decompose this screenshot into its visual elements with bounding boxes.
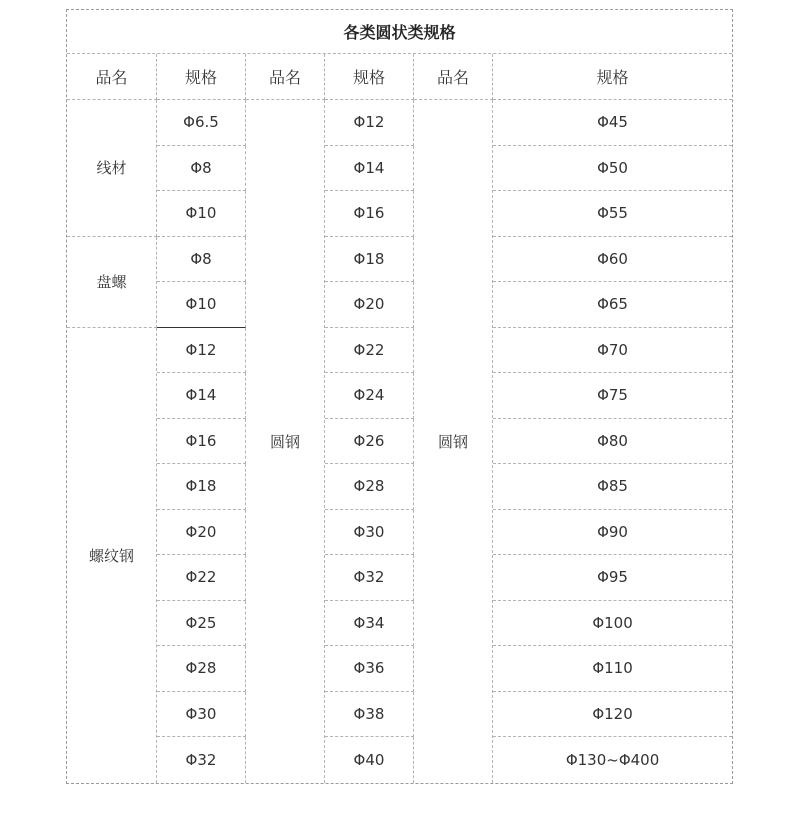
product-name-cell: 线材 (67, 100, 157, 237)
spec-cell: Φ40 (325, 737, 414, 783)
spec-cell: Φ100 (493, 601, 732, 647)
spec-cell: Φ80 (493, 419, 732, 465)
spec-cell: Φ16 (325, 191, 414, 237)
table-row (67, 737, 732, 783)
table-row (67, 510, 732, 556)
spec-cell: Φ20 (325, 282, 414, 328)
table-row (67, 282, 732, 328)
spec-cell: Φ25 (157, 601, 246, 647)
spec-cell: Φ85 (493, 464, 732, 510)
header-product-name-3: 品名 (414, 54, 493, 100)
table-row (67, 146, 732, 192)
spec-cell: Φ18 (157, 464, 246, 510)
spec-cell: Φ24 (325, 373, 414, 419)
spec-cell: Φ110 (493, 646, 732, 692)
product-name-cell: 螺纹钢 (67, 328, 157, 783)
table-row (67, 237, 732, 283)
table-row (67, 646, 732, 692)
table-row (67, 373, 732, 419)
spec-cell: Φ22 (157, 555, 246, 601)
spec-cell: Φ95 (493, 555, 732, 601)
round-steel-spec-table (66, 9, 733, 784)
table-row (67, 419, 732, 465)
spec-cell: Φ16 (157, 419, 246, 465)
table-row (67, 100, 732, 146)
spec-cell: Φ18 (325, 237, 414, 283)
spec-cell: Φ130~Φ400 (565, 750, 660, 769)
spec-cell: Φ28 (157, 646, 246, 692)
table-row (67, 191, 732, 237)
header-product-name-1: 品名 (67, 54, 157, 100)
spec-cell: Φ38 (325, 692, 414, 738)
table-row (67, 464, 732, 510)
spec-cell: Φ32 (157, 737, 246, 783)
spec-cell: Φ8 (157, 146, 246, 192)
spec-cell: Φ32 (325, 555, 414, 601)
spec-cell: Φ50 (493, 146, 732, 192)
spec-cell: Φ90 (493, 510, 732, 556)
spec-cell: Φ34 (325, 601, 414, 647)
spec-cell: Φ20 (157, 510, 246, 556)
spec-cell: Φ30 (157, 692, 246, 738)
spec-cell: Φ70 (493, 328, 732, 374)
spec-cell: Φ45 (493, 100, 732, 146)
spec-cell: Φ36 (325, 646, 414, 692)
spec-cell: Φ120 (493, 692, 732, 738)
header-spec-3: 规格 (493, 54, 732, 100)
spec-cell: Φ60 (493, 237, 732, 283)
product-name-cell: 圆钢 (246, 100, 325, 783)
spec-cell: Φ28 (325, 464, 414, 510)
spec-cell: Φ22 (325, 328, 414, 374)
spec-cell: Φ12 (157, 328, 246, 374)
spec-cell: Φ8 (157, 237, 246, 283)
table-row (67, 601, 732, 647)
spec-cell: Φ55 (493, 191, 732, 237)
product-name-cell: 圆钢 (414, 100, 493, 783)
header-spec-1: 规格 (157, 54, 246, 100)
spec-cell: Φ30 (325, 510, 414, 556)
spec-cell: Φ6.5 (157, 100, 246, 146)
spec-cell: Φ10 (157, 282, 246, 328)
spec-cell: Φ26 (325, 419, 414, 465)
table-row (67, 328, 732, 374)
spec-cell: Φ65 (493, 282, 732, 328)
header-product-name-2: 品名 (246, 54, 325, 100)
spec-cell: Φ14 (325, 146, 414, 192)
product-name-cell: 盘螺 (67, 237, 157, 328)
table-row (67, 555, 732, 601)
table-title: 各类圆状类规格 (67, 10, 732, 54)
spec-cell: Φ10 (157, 191, 246, 237)
spec-cell: Φ75 (493, 373, 732, 419)
spec-cell: Φ14 (157, 373, 246, 419)
header-spec-2: 规格 (325, 54, 414, 100)
table-row (67, 692, 732, 738)
spec-cell: Φ12 (325, 100, 414, 146)
